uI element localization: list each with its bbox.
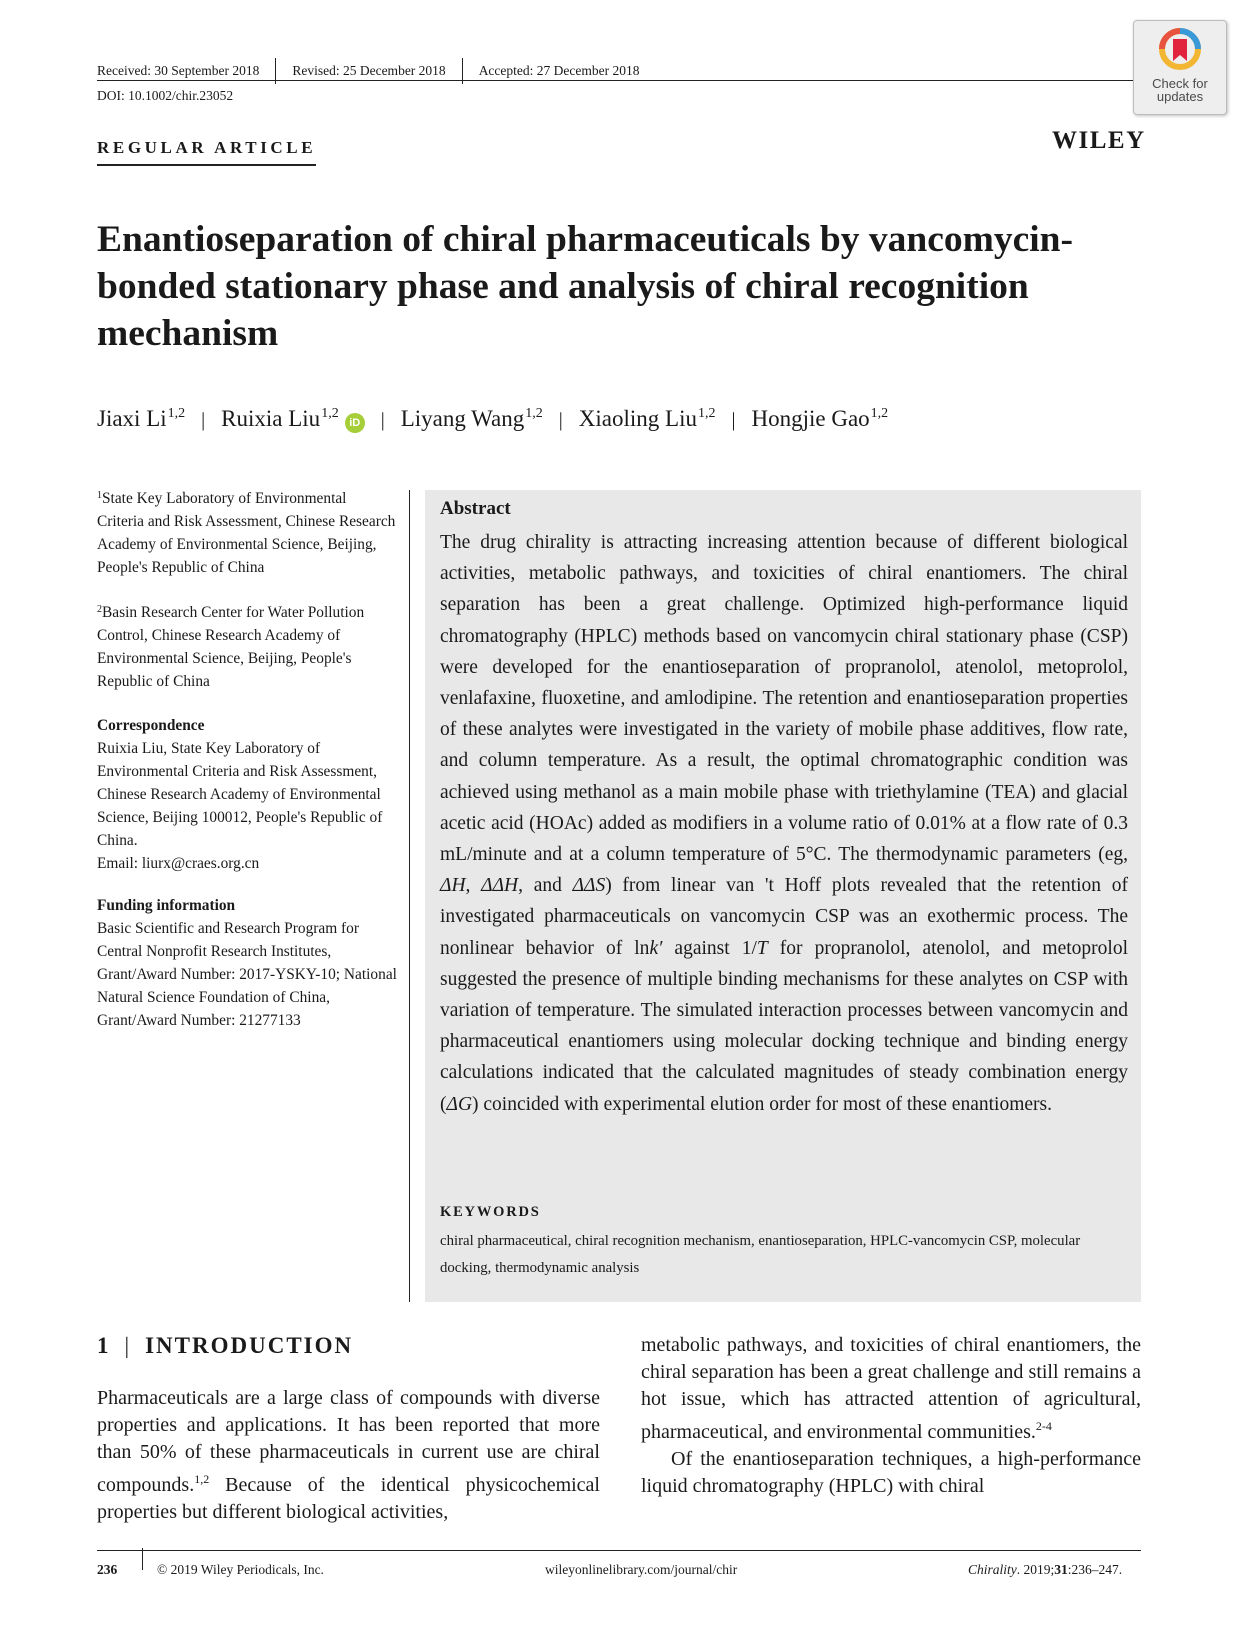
author-list [97, 406, 888, 433]
article-title: Enantioseparation of chiral pharmaceuticals by vancomycin-bonded stationary phase and analysis of chiral recognition mechanism [97, 219, 1074, 354]
accepted-date: Accepted: 27 December 2018 [478, 63, 640, 78]
doi[interactable]: DOI: 10.1002/chir.23052 [97, 88, 234, 103]
page-number: 236 [97, 1562, 118, 1577]
author-name[interactable]: Liyang Wang$^{1,2}$ [400, 406, 543, 431]
check-for-updates-icon [1158, 27, 1202, 71]
affiliation-2: $^2$Basin Research Center for Water Pollution Control, Chinese Research Academy of Environmental Science, Beijing, People's Republic of China [97, 604, 365, 690]
author-divider: | [558, 409, 563, 431]
correspondence-heading: Correspondence [97, 717, 205, 734]
correspondence-text: Ruixia Liu, State Key Laboratory of Environmental Criteria and Risk Assessment, Chinese Research Academy of Environmental Science, Beijing 100012, People's Republic of China. [97, 740, 383, 849]
funding-text: Basic Scientific and Research Program for Central Nonprofit Research Institutes, Grant/Award Number: 2017-YSKY-10; National Natural Science Foundation of China, Grant/Award Number: 21277133 [97, 920, 397, 1029]
author-name[interactable]: Xiaoling Liu$^{1,2}$ [578, 406, 716, 431]
footer-divider [142, 1548, 143, 1570]
body-column-2: metabolic pathways, and toxicities of chiral enantiomers, the chiral separation has been a great challenge and still remains a hot issue, which has attracted attention of agricultural, pharmaceutical, and environmental communities.$^{2-4}$ Of the enantioseparation techniques, a high-performance liquid chromatography (HPLC) with chiral [641, 1334, 1141, 1497]
footer-rule [97, 1550, 1141, 1551]
citation-ref[interactable]: 1,2 [194, 1472, 210, 1486]
copyright: © 2019 Wiley Periodicals, Inc. [157, 1562, 324, 1577]
keywords-heading: KEYWORDS [440, 1204, 541, 1220]
funding [97, 894, 397, 1032]
publisher-logo: WILEY [1052, 127, 1146, 154]
article-type: REGULAR ARTICLE [97, 138, 316, 166]
abstract-text: The drug chirality is attracting increasing attention because of different biological activities, metabolic pathways, and toxicities of chiral enantiomers. The chiral separation has been a great challenge. Optimized high-performance liquid chromatography (HPLC) methods based on vancomycin chiral stationary phase (CSP) were developed for the enantioseparation of propranolol, atenolol, metoprolol, venlafaxine, fluoxetine, and amlodipine. The retention and enantioseparation properties of these analytes were investigated in the variety of mobile phase additives, flow rate, and column temperature. As a result, the optimal chromatographic condition was achieved using methanol as a main mobile phase with triethylamine (TEA) and glacial acetic acid (HOAc) added as modifiers in a volume ratio of 0.01% at a flow rate of 0.3 mL/minute and at a column temperature of 5°C. The thermodynamic parameters (eg, ΔH, ΔΔH, and ΔΔS) from linear van 't Hoff plots revealed that the retention of investigated pharmaceuticals on vancomycin CSP was an exothermic process. The nonlinear behavior of lnk′ against 1/T for propranolol, atenolol, and metoprolol suggested the presence of multiple binding mechanisms for these analytes on CSP with variation of temperature. The simulated interaction processes between vancomycin and pharmaceutical enantiomers using molecular docking technique and binding energy calculations indicated that the calculated magnitudes of steady combination energy (ΔG) coincided with experimental elution order for most of these enantiomers. [440, 532, 1128, 1115]
received-date: Received: 30 September 2018 [97, 63, 260, 78]
badge-line-2: updates [1156, 89, 1204, 104]
abstract-heading: Abstract [440, 498, 511, 519]
funding-heading: Funding information [97, 897, 236, 914]
correspondence [97, 714, 397, 875]
author-name[interactable]: Hongjie Gao$^{1,2}$ [751, 406, 889, 431]
body-column-1: Pharmaceuticals are a large class of compounds with diverse properties and applications. It has been reported that more than 50% of these pharmaceuticals in current use are chiral compounds.$^{1,2}$ Because of the identical physicochemical properties but different biological activities, [97, 1387, 600, 1523]
badge-line-1: Check for [1152, 76, 1208, 91]
author-name[interactable]: Ruixia Liu$^{1,2}$iD [221, 406, 365, 433]
author-divider: | [731, 409, 736, 431]
section-heading: 1 | INTRODUCTION [97, 1333, 354, 1358]
author-divider: | [380, 409, 385, 431]
revised-date: Revised: 25 December 2018 [292, 63, 446, 78]
check-for-updates-badge[interactable] [1133, 20, 1227, 115]
citation: Chirality. 2019;31:236–247. [968, 1562, 1123, 1577]
author-divider: | [201, 409, 206, 431]
affiliation-1: $^1$State Key Laboratory of Environmental Criteria and Risk Assessment, Chinese Research Academy of Environmental Science, Beijing, People's Republic of China [97, 490, 396, 576]
citation-ref[interactable]: 2-4 [1035, 1419, 1052, 1433]
orcid-icon[interactable]: iD [345, 413, 365, 433]
author-name[interactable]: Jiaxi Li$^{1,2}$ [97, 406, 186, 431]
keywords-text: chiral pharmaceutical, chiral recognition mechanism, enantioseparation, HPLC-vancomycin CSP, molecular docking, thermodynamic analysis [440, 1233, 1081, 1276]
correspondence-email[interactable]: Email: liurx@craes.org.cn [97, 855, 260, 872]
sidebar-rule [409, 490, 410, 1302]
header-rule [97, 80, 1137, 81]
journal-url[interactable]: wileyonlinelibrary.com/journal/chir [545, 1562, 738, 1577]
